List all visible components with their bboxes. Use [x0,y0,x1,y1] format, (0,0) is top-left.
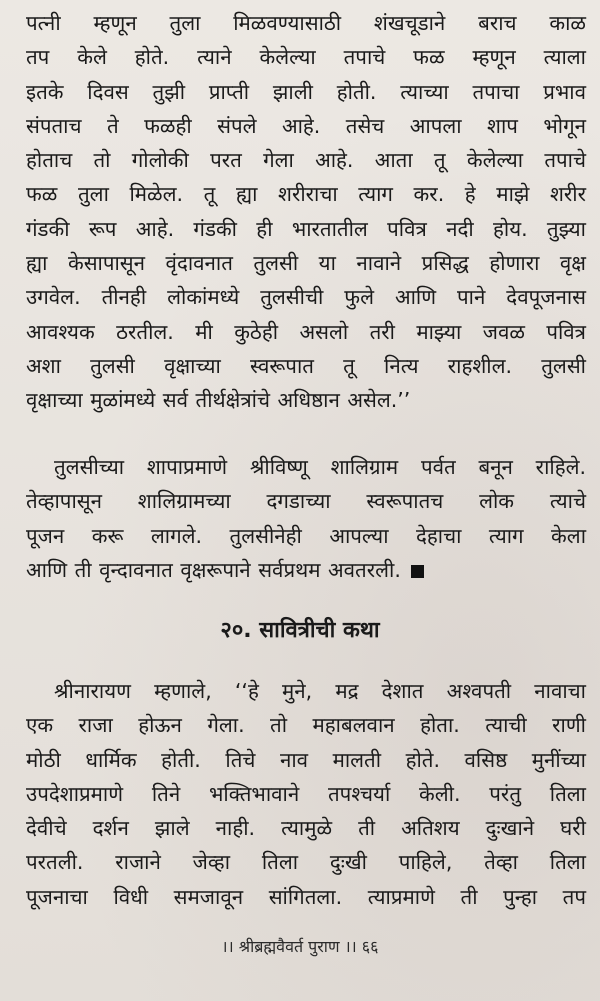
text-line: परतली. राजाने जेव्हा तिला दुःखी पाहिले, तेव्हा तिला [26,850,586,875]
text-line: अशा तुलसी वृक्षाच्या स्वरूपात तू नित्य राहशील. तुलसी [26,353,586,378]
text-line: पत्नी म्हणून तुला मिळवण्यासाठी शंखचूडाने बराच काळ [26,11,586,35]
paragraph-tulsi-boon [26,6,586,418]
text-line: मोठी धार्मिक होती. तिचे नाव मालती होते. वसिष्ठ मुनींच्या [26,747,586,772]
text-line [26,553,586,587]
chapter-title: २०. सावित्रीची कथा [220,618,380,643]
text-line: पूजनाचा विधी समजावून सांगितला. त्याप्रमाणे ती पुन्हा तप [26,884,586,909]
paragraph-shaligram [26,450,586,587]
paragraph-savitri [26,674,586,914]
text-line: ह्या केसापासून वृंदावनात तुलसी या नावाने प्रसिद्ध होणारा वृक्ष [26,251,586,276]
text-line: देवीचे दर्शन झाले नाही. त्यामुळे ती अतिशय दुःखाने घरी [26,816,586,841]
end-of-section-square-icon [411,565,424,578]
text-line: तप केले होते. त्याने केलेल्या तपाचे फळ म्हणून त्याला [26,45,586,70]
text-line: संपताच ते फळही संपले आहे. तसेच आपला शाप भोगून [26,113,586,138]
text-line-content: आणि ती वृन्दावनात वृक्षरूपाने सर्वप्रथम अवतरली. [26,557,401,582]
text-line: वृक्षाच्या मुळांमध्ये सर्व तीर्थक्षेत्रांचे अधिष्ठान असेल.’’ [26,388,411,413]
text-line: गंडकी रूप आहे. गंडकी ही भारतातील पवित्र नदी होय. तुझ्या [26,216,586,241]
text-line: तुलसीच्या शापाप्रमाणे श्रीविष्णू शालिग्राम पर्वत बनून राहिले. [54,455,586,479]
text-line: उपदेशाप्रमाणे तिने भक्तिभावाने तपश्चर्या केली. परंतु तिला [26,781,586,806]
text-line: होताच तो गोलोकी परत गेला आहे. आता तू केलेल्या तपाचे [26,148,586,173]
text-line: फळ तुला मिळेल. तू ह्या शरीराचा त्याग कर. हे माझे शरीर [26,182,586,207]
text-line: पूजन करू लागले. तुलसीनेही आपल्या देहाचा त्याग केला [26,523,586,548]
text-line: इतके दिवस तुझी प्राप्ती झाली होती. त्याच्या तपाचा प्रभाव [26,79,586,104]
text-line: उगवेल. तीनही लोकांमध्ये तुलसीची फुले आणि पाने देवपूजनास [26,285,586,310]
text-line: आवश्यक ठरतील. मी कुठेही असलो तरी माझ्या जवळ पवित्र [26,319,586,344]
text-line: एक राजा होऊन गेला. तो महाबलवान होता. त्याची राणी [26,713,586,738]
text-line: तेव्हापासून शालिग्रामच्या दगडाच्या स्वरूपातच लोक त्याचे [26,489,586,514]
text-line: श्रीनारायण म्हणाले, ‘‘हे मुने, मद्र देशात अश्वपती नावाचा [54,679,586,703]
page-footer: ।। श्रीब्रह्मवैवर्त पुराण ।। ६६ [221,937,379,956]
